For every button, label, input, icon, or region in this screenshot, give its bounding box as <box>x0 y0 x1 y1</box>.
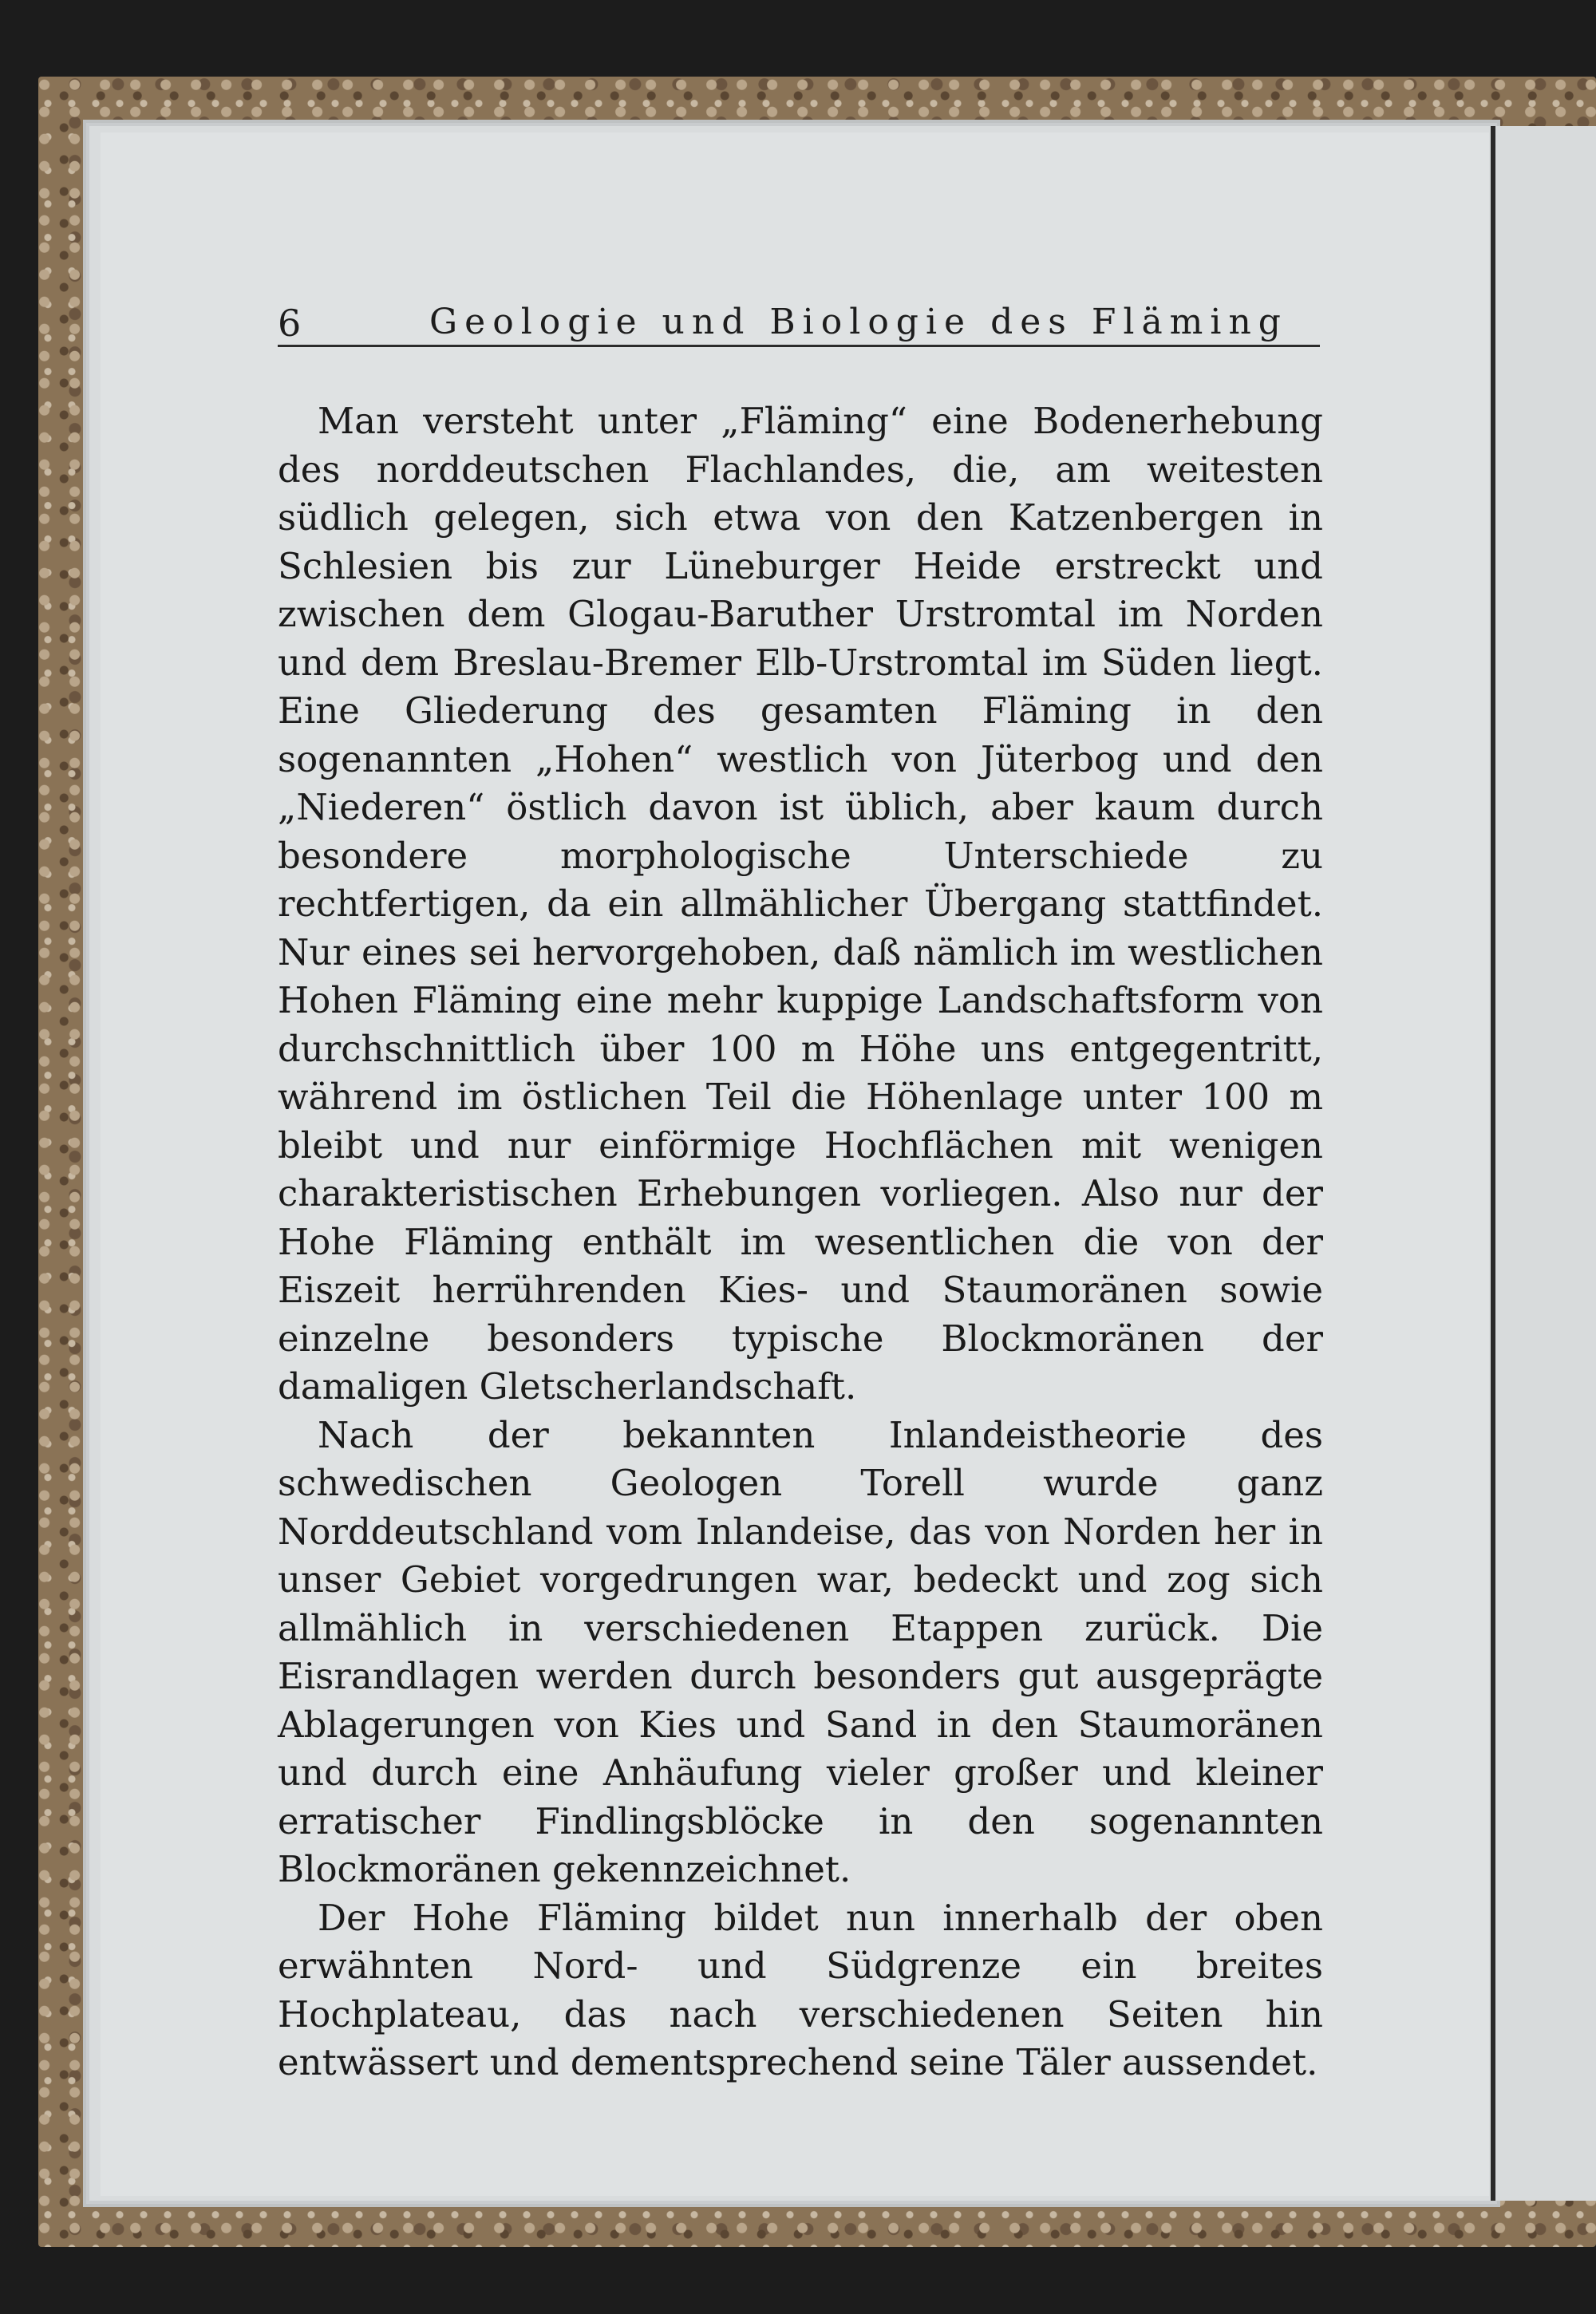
paragraph-2: Nach der bekannten Inlandeistheorie des schwedischen Geologen Torell wurde ganz Norddeutschland vom Inlandeise, das von Norden her in unser Gebiet vorgedrungen war, bedeckt und zog sich allmählich in verschiedenen Etappen zurück. Die Eisrandlagen werden durch besonders gut ausgeprägte Ablagerungen von Kies und Sand in den Staumoränen und durch eine Anhäufung vieler großer und kleiner erratischer Findlingsblöcke in den sogenannten Blockmoränen gekennzeichnet. <box>278 1413 1323 1890</box>
page-header <box>278 297 1320 347</box>
book-gutter <box>1491 126 1495 2201</box>
body-text <box>278 397 1323 2087</box>
facing-page-edge <box>1492 126 1596 2201</box>
running-title: Geologie und Biologie des Fläming <box>429 302 1288 342</box>
paragraph-1: Man versteht unter „Fläming“ eine Bodenerhebung des norddeutschen Flachlandes, die, am weitesten südlich gelegen, sich etwa von den Katzenbergen in Schlesien bis zur Lüneburger Heide erstreckt und zwischen dem Glogau-Baruther Urstromtal im Norden und dem Breslau-Bremer Elb-Urstromtal im Süden liegt. Eine Gliederung des gesamten Fläming in den sogenannten „Hohen“ westlich von Jüterbog und den „Niederen“ östlich davon ist üblich, aber kaum durch besondere morphologische Unterschiede zu rechtfertigen, da ein allmählicher Übergang stattfindet. Nur eines sei hervorgehoben, daß nämlich im westlichen Hohen Fläming eine mehr kuppige Landschaftsform von durchschnittlich über 100 m Höhe uns entgegentritt, während im östlichen Teil die Höhenlage unter 100 m bleibt und nur einförmige Hochflächen mit wenigen charakteristischen Erhebungen vorliegen. Also nur der Hohe Fläming enthält im wesentlichen die von der Eiszeit herrührenden Kies- und Staumoränen sowie einzelne besonders typische Blockmoränen der damaligen Gletscherlandschaft. <box>278 400 1323 1408</box>
paragraph-3: Der Hohe Fläming bildet nun innerhalb der oben erwähnten Nord- und Südgrenze ein breites Hochplateau, das nach verschiedenen Seiten hin entwässert und dementsprechend seine Täler aussendet. <box>278 1896 1323 2083</box>
page-number: 6 <box>278 302 302 345</box>
